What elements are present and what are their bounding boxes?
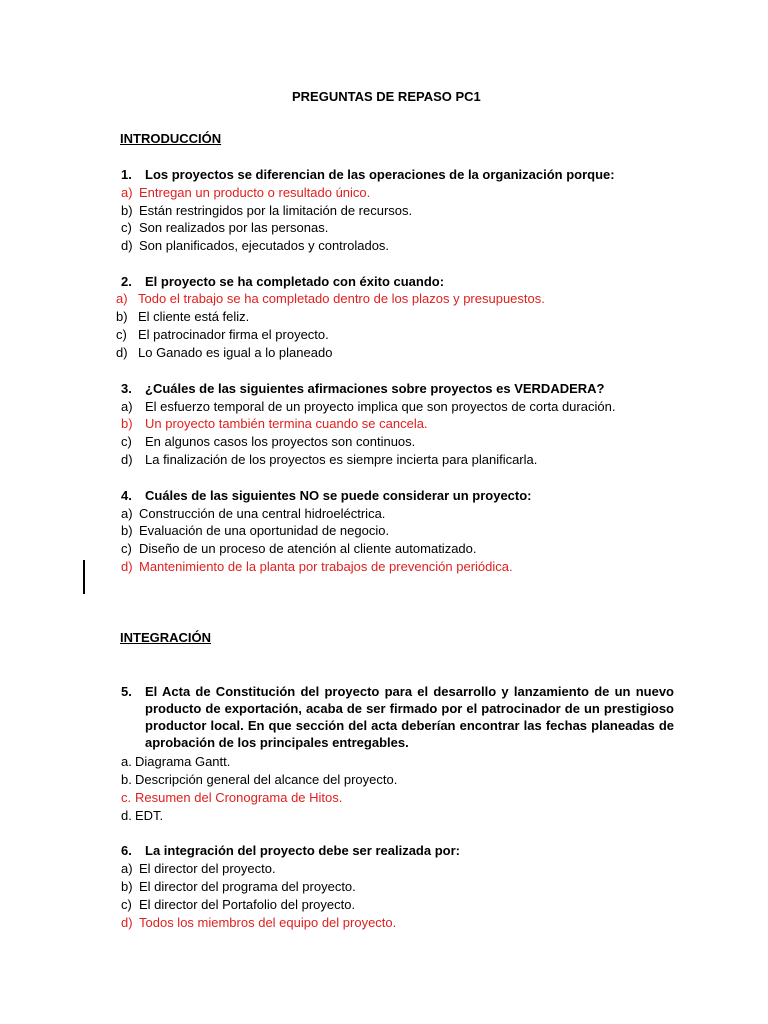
question-4-option-a: a) Construcción de una central hidroeléctrica. [121, 506, 386, 521]
question-2-option-a: a) Todo el trabajo se ha completado dentro de los plazos y presupuestos. [116, 291, 545, 306]
question-3-option-b: b) Un proyecto también termina cuando se cancela. [121, 416, 428, 431]
question-6-option-c: c) El director del Portafolio del proyecto. [121, 897, 356, 912]
question-1 [121, 166, 615, 183]
question-1-option-d: d) Son planificados, ejecutados y controlados. [121, 238, 390, 253]
question-3-option-d: d) La finalización de los proyectos es siempre incierta para planificarla. [121, 452, 538, 467]
question-6-option-a: a) El director del proyecto. [121, 861, 276, 876]
question-4-option-d: d) Mantenimiento de la planta por trabajos de prevención periódica. [121, 559, 513, 574]
question-3 [121, 380, 604, 397]
question-number: 6. [121, 843, 132, 858]
question-2-option-b: b) El cliente está feliz. [116, 309, 250, 324]
question-5 [121, 683, 674, 751]
question-1-option-b: b) Están restringidos por la limitación de recursos. [121, 203, 413, 218]
question-6 [121, 842, 460, 859]
question-text: La integración del proyecto debe ser realizada por: [145, 843, 460, 858]
question-text: Los proyectos se diferencian de las operaciones de la organización porque: [145, 167, 615, 182]
question-1-option-c: c) Son realizados por las personas. [121, 220, 329, 235]
question-text: ¿Cuáles de las siguientes afirmaciones sobre proyectos es VERDADERA? [145, 381, 605, 396]
question-6-option-d: d) Todos los miembros del equipo del proyecto. [121, 915, 397, 930]
question-5-option-b: b. Descripción general del alcance del proyecto. [121, 772, 398, 787]
text-cursor [83, 560, 85, 594]
section-heading-introduccion: INTRODUCCIÓN [120, 131, 222, 146]
question-4 [121, 487, 532, 504]
question-2-option-d: d) Lo Ganado es igual a lo planeado [116, 345, 333, 360]
question-5-option-d: d. EDT. [121, 808, 164, 823]
question-1-option-a: a) Entregan un producto o resultado único. [121, 185, 371, 200]
question-5-option-a: a. Diagrama Gantt. [121, 754, 231, 769]
question-2-option-c: c) El patrocinador firma el proyecto. [116, 327, 329, 342]
document-title: PREGUNTAS DE REPASO PC1 [292, 89, 481, 104]
question-text: El proyecto se ha completado con éxito cuando: [145, 274, 445, 289]
question-number: 5. [121, 684, 132, 699]
section-heading-integracion: INTEGRACIÓN [120, 630, 211, 645]
question-4-option-c: c) Diseño de un proceso de atención al cliente automatizado. [121, 541, 477, 556]
question-number: 3. [121, 381, 132, 396]
question-text: Cuáles de las siguientes NO se puede considerar un proyecto: [145, 488, 532, 503]
question-number: 4. [121, 488, 132, 503]
question-3-option-c: c) En algunos casos los proyectos son continuos. [121, 434, 416, 449]
question-6-option-b: b) El director del programa del proyecto. [121, 879, 356, 894]
question-4-option-b: b) Evaluación de una oportunidad de negocio. [121, 523, 390, 538]
question-number: 1. [121, 167, 132, 182]
question-3-option-a: a) El esfuerzo temporal de un proyecto implica que son proyectos de corta duración. [121, 399, 616, 414]
question-2 [121, 273, 444, 290]
question-5-option-c: c. Resumen del Cronograma de Hitos. [121, 790, 343, 805]
question-text: El Acta de Constitución del proyecto para el desarrollo y lanzamiento de un nuevo producto de exportación, acaba de ser firmado por el patrocinador de un prestigioso productor local. En que sección del acta deberían encontrar las fechas planeadas de aprobación de los principales entregables. [145, 684, 674, 750]
question-number: 2. [121, 274, 132, 289]
